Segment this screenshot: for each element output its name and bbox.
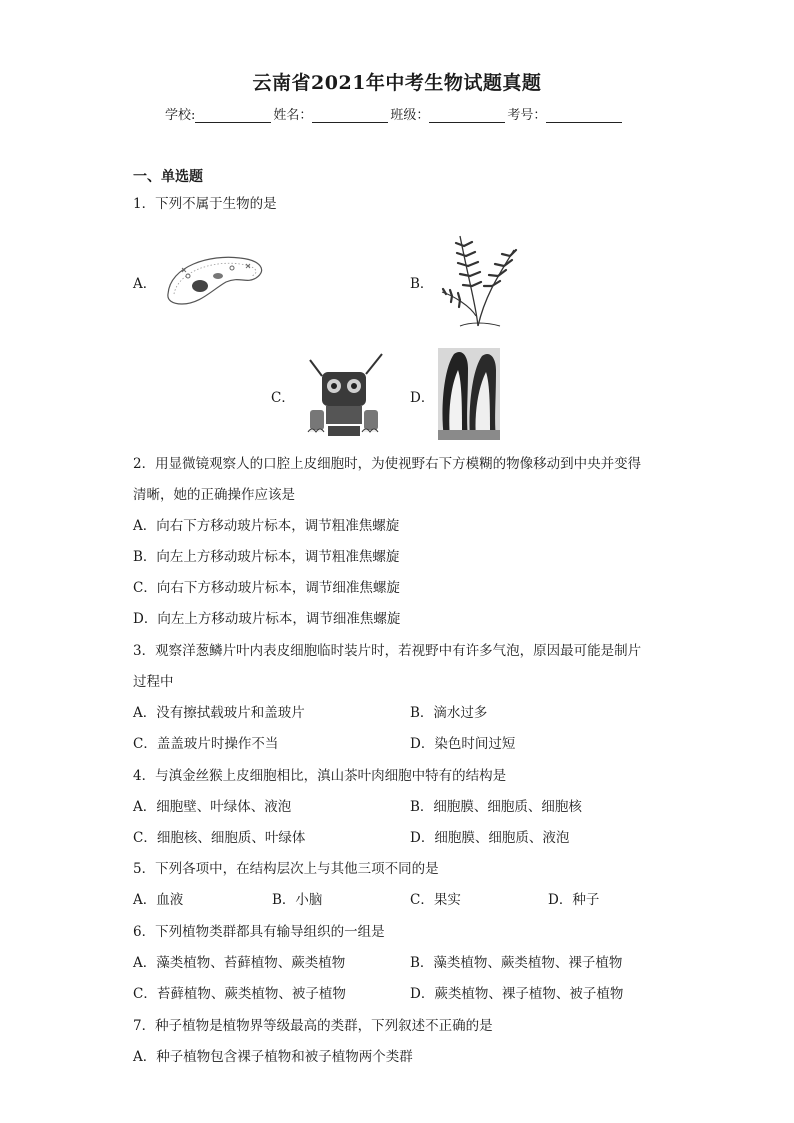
- q2-option-c: C．向右下方移动玻片标本，调节细准焦螺旋: [133, 580, 400, 596]
- q3-stem-line2: 过程中: [133, 674, 174, 690]
- paramecium-image: [160, 246, 270, 310]
- q3-option-a: A．没有擦拭载玻片和盖玻片: [133, 705, 305, 721]
- q6-option-a: A．藻类植物、苔藓植物、蕨类植物: [133, 955, 346, 971]
- fern-image: [430, 226, 524, 328]
- q4-option-c: C．细胞核、细胞质、叶绿体: [133, 830, 306, 846]
- q5-option-b: B．小脑: [272, 892, 323, 908]
- penguins-image: [438, 348, 500, 440]
- q4-option-d: D．细胞膜、细胞质、液泡: [410, 830, 570, 846]
- q1-option-c-label: C．: [271, 390, 295, 406]
- q1-option-a-label: A．: [133, 276, 157, 292]
- school-label: 学校:: [165, 108, 196, 123]
- q2-option-a: A．向右下方移动玻片标本，调节粗准焦螺旋: [133, 518, 400, 534]
- q4-option-a: A．细胞壁、叶绿体、液泡: [133, 799, 292, 815]
- q5-option-d: D．种子: [548, 892, 600, 908]
- school-blank[interactable]: [195, 108, 271, 123]
- student-info-row: [165, 104, 624, 123]
- q5-option-a: A．血液: [133, 892, 184, 908]
- q4-option-b: B．细胞膜、细胞质、细胞核: [410, 799, 582, 815]
- q6-option-b: B．藻类植物、蕨类植物、裸子植物: [410, 955, 623, 971]
- q1-option-b-label: B．: [410, 276, 434, 292]
- q1-stem: 1．下列不属于生物的是: [133, 196, 277, 212]
- section-title: 一、单选题: [133, 169, 203, 185]
- q2-stem-line1: 2．用显微镜观察人的口腔上皮细胞时，为使视野右下方模糊的物像移动到中央并变得: [133, 456, 642, 472]
- q2-stem-line2: 清晰，她的正确操作应该是: [133, 487, 295, 503]
- q4-stem: 4．与滇金丝猴上皮细胞相比，滇山茶叶肉细胞中特有的结构是: [133, 768, 507, 784]
- q6-stem: 6．下列植物类群都具有输导组织的一组是: [133, 924, 385, 940]
- number-label: 考号：: [507, 108, 547, 123]
- q2-option-d: D．向左上方移动玻片标本，调节细准焦螺旋: [133, 611, 401, 627]
- q3-option-c: C．盖盖玻片时操作不当: [133, 736, 279, 752]
- q7-stem: 7．种子植物是植物界等级最高的类群，下列叙述不正确的是: [133, 1018, 493, 1034]
- q6-option-d: D．蕨类植物、裸子植物、被子植物: [410, 986, 624, 1002]
- q6-option-c: C．苔藓植物、蕨类植物、被子植物: [133, 986, 346, 1002]
- q3-stem-line1: 3．观察洋葱鳞片叶内表皮细胞临时装片时，若视野中有许多气泡，原因最可能是制片: [133, 643, 642, 659]
- page-title: 云南省2021年中考生物试题真题: [252, 72, 542, 94]
- name-label: 姓名：: [273, 108, 313, 123]
- name-blank[interactable]: [312, 108, 388, 123]
- q5-option-c: C．果实: [410, 892, 461, 908]
- q5-stem: 5．下列各项中，在结构层次上与其他三项不同的是: [133, 861, 439, 877]
- q1-option-d-label: D．: [410, 390, 435, 406]
- robot-dog-image: [298, 350, 390, 442]
- q7-option-a: A．种子植物包含裸子植物和被子植物两个类群: [133, 1049, 413, 1065]
- number-blank[interactable]: [546, 108, 622, 123]
- class-label: 班级：: [390, 108, 430, 123]
- q3-option-b: B．滴水过多: [410, 705, 488, 721]
- q2-option-b: B．向左上方移动玻片标本，调节粗准焦螺旋: [133, 549, 400, 565]
- class-blank[interactable]: [429, 108, 505, 123]
- q3-option-d: D．染色时间过短: [410, 736, 516, 752]
